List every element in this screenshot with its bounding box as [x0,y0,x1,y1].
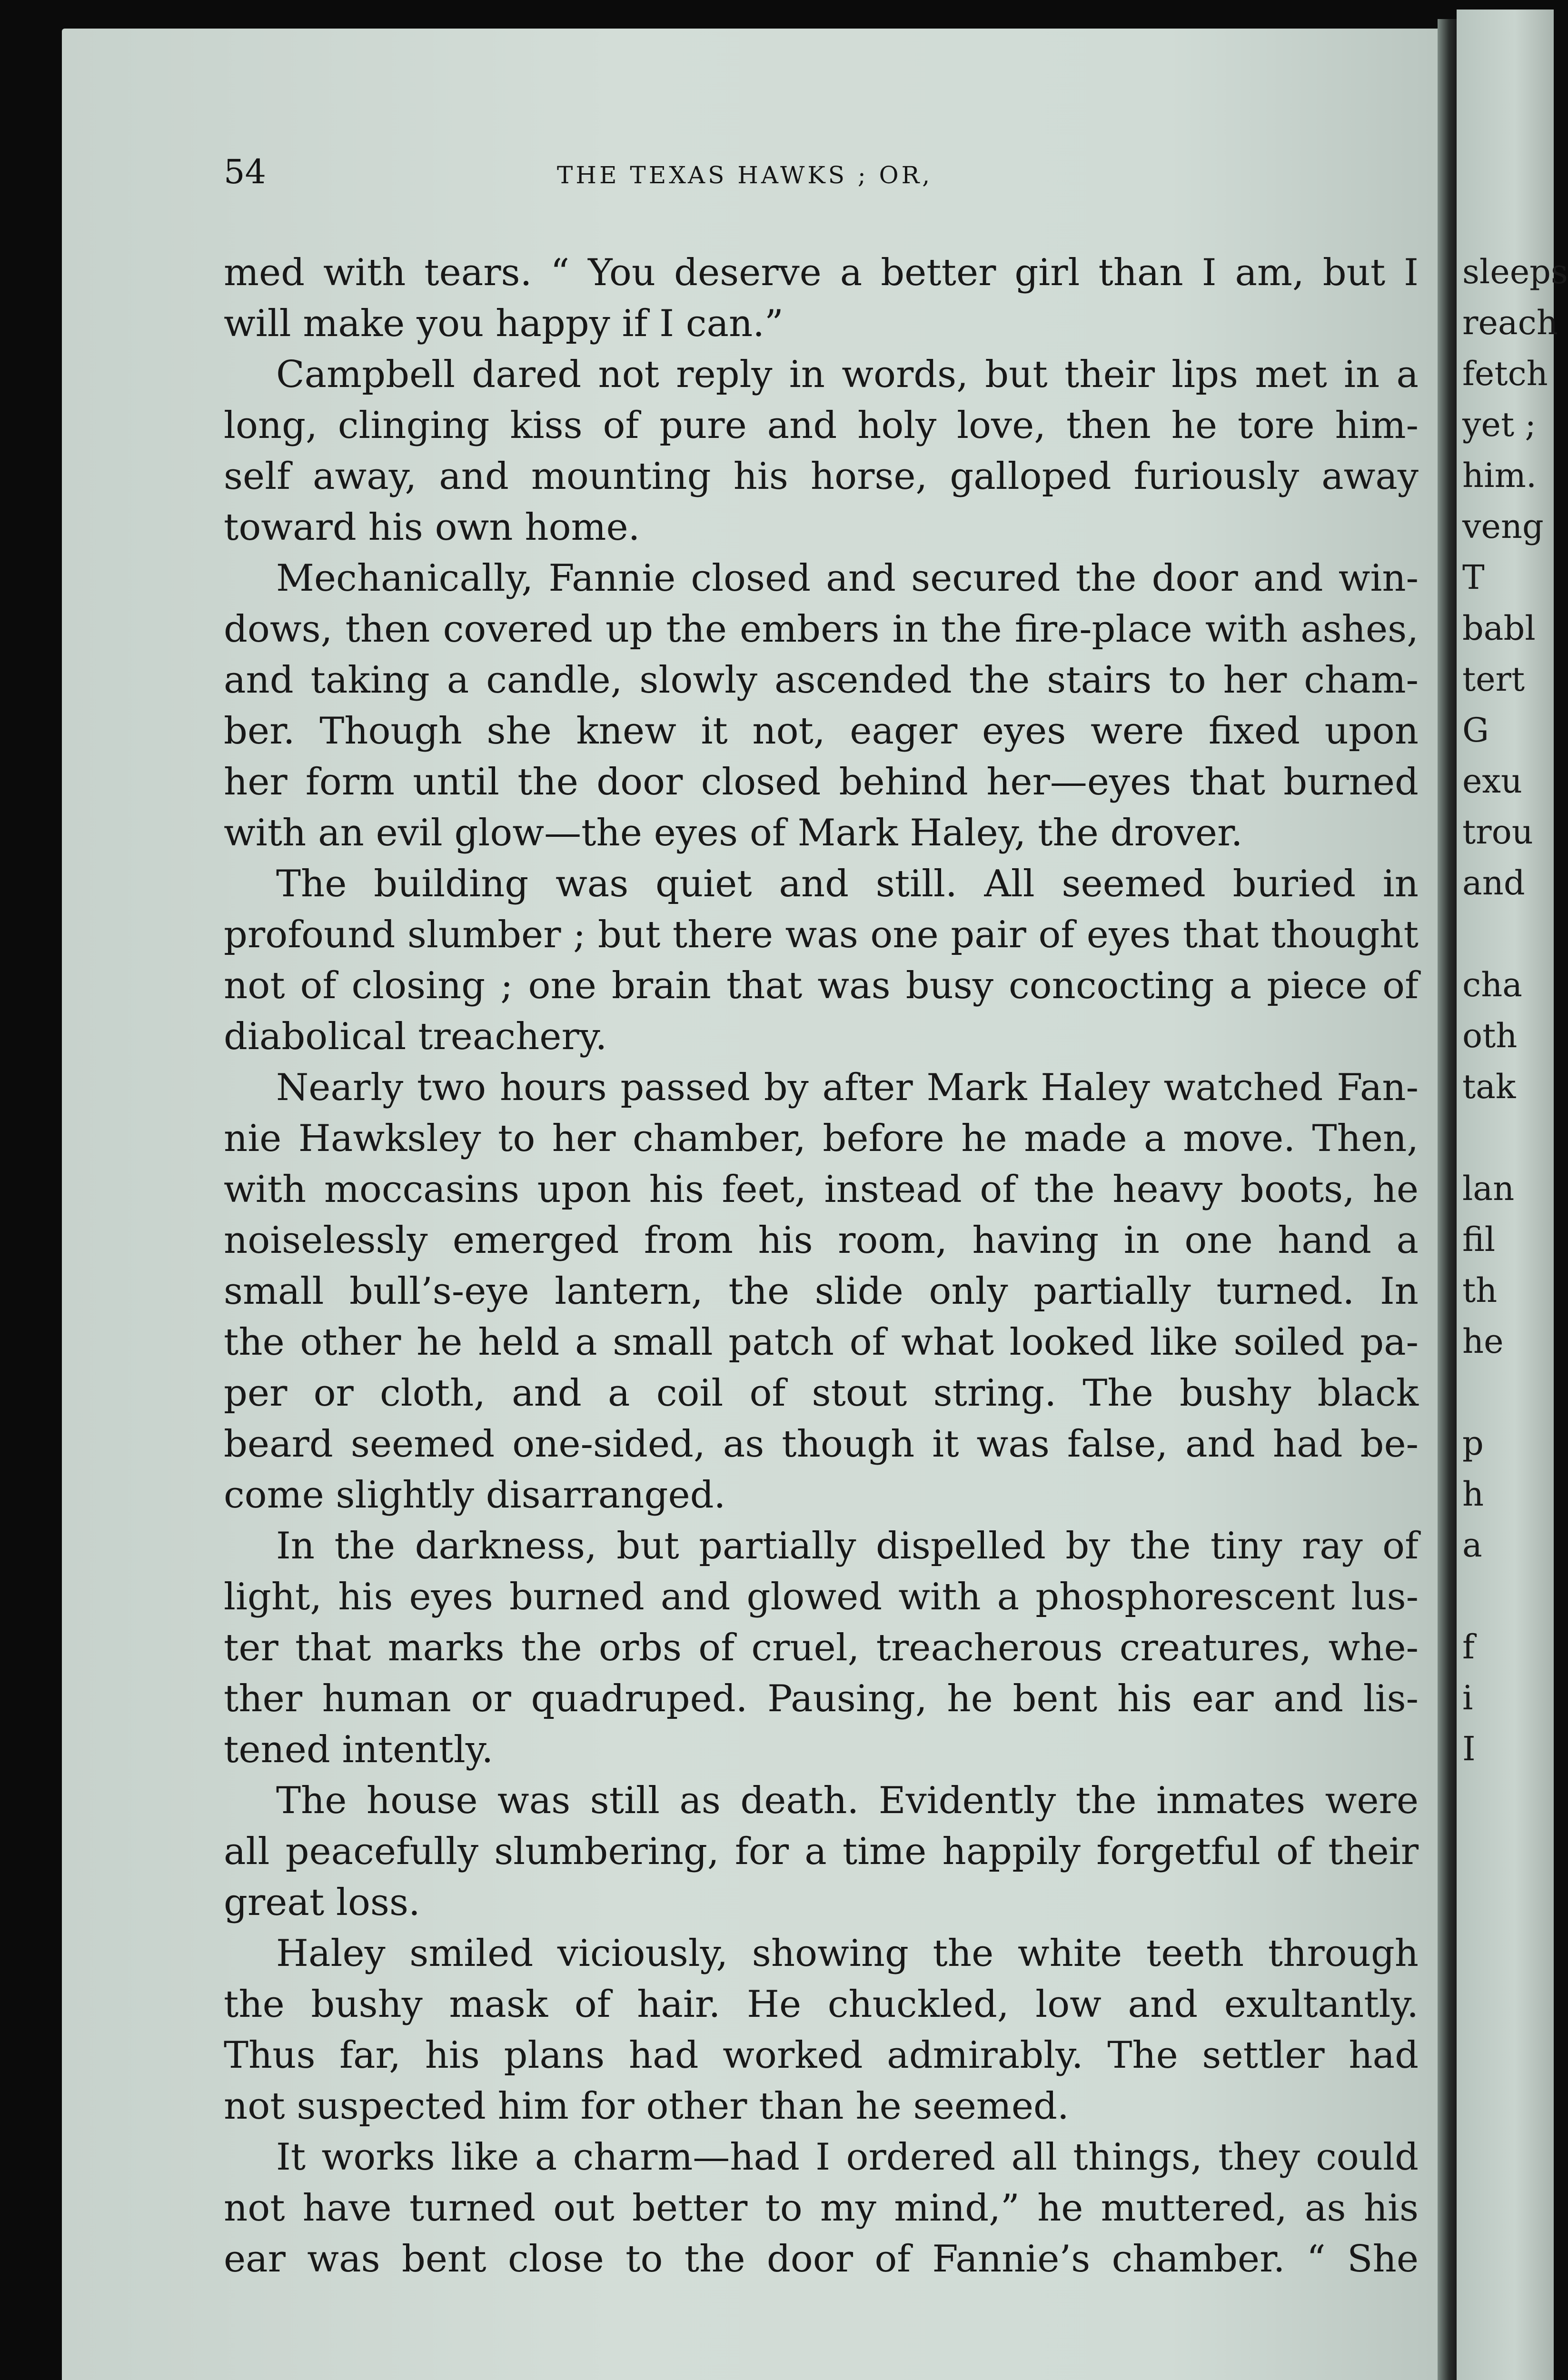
text-line: diabolical treachery. [224,1015,607,1058]
book-page-right-edge [1457,10,1568,2380]
text-line: with moccasins upon his feet, instead of the heavy boots, he [224,1168,1419,1211]
right-page-fragment: G [1462,711,1489,750]
right-page-fragment: fetch [1462,354,1548,393]
text-line: The house was still as death. Evidently the inmates were [276,1779,1419,1822]
text-line: the other he held a small patch of what looked like soiled pa- [224,1321,1419,1364]
text-line: It works like a charm—had I ordered all things, they could [276,2136,1419,2179]
text-line: dows, then covered up the embers in the fire-place with ashes, [224,608,1419,651]
right-page-fragment: tert [1462,660,1525,699]
right-page-fragment: a [1462,1526,1482,1565]
text-line: noiselessly emerged from his room, having in one hand a [224,1219,1419,1262]
text-line: Campbell dared not reply in words, but their lips met in a [276,353,1419,396]
text-line: come slightly disarranged. [224,1474,726,1517]
right-page-fragment [1457,914,1568,965]
text-line: not have turned out better to my mind,” he muttered, as his [224,2187,1419,2230]
text-line: per or cloth, and a coil of stout string. The bushy black [224,1372,1419,1415]
text-line: her form until the door closed behind her—eyes that burned [224,761,1419,803]
right-page-fragment: th [1462,1271,1498,1310]
text-line: Thus far, his plans had worked admirably. The settler had [224,2034,1419,2077]
text-line: nie Hawksley to her chamber, before he made a move. Then, [224,1117,1419,1160]
text-line: the bushy mask of hair. He chuckled, low and exultantly. [224,1983,1419,2026]
body-text [224,248,1419,2285]
right-page-fragment: babl [1462,609,1536,648]
text-line: long, clinging kiss of pure and holy love, then he tore him- [224,404,1419,447]
text-line: all peacefully slumbering, for a time happily forgetful of their [224,1830,1419,1873]
right-page-text-fragments [1457,252,1568,1780]
text-line: ber. Though she knew it not, eager eyes were fixed upon [224,710,1419,753]
text-line: light, his eyes burned and glowed with a phosphorescent lus- [224,1576,1419,1618]
text-line: self away, and mounting his horse, galloped furiously away [224,455,1419,498]
right-page-fragment: exu [1462,762,1522,801]
right-page-fragment: T [1462,558,1485,597]
right-page-fragment: oth [1462,1016,1518,1055]
text-line: profound slumber ; but there was one pair of eyes that thought [224,913,1419,956]
right-page-fragment: p [1462,1424,1484,1463]
right-page-fragment: cha [1462,965,1523,1004]
text-line: ther human or quadruped. Pausing, he bent his ear and lis- [224,1677,1419,1720]
text-line: great loss. [224,1881,420,1924]
text-line: Mechanically, Fannie closed and secured the door and win- [276,557,1419,600]
right-page-fragment: h [1462,1475,1484,1514]
text-line: and taking a candle, slowly ascended the stairs to her cham- [224,659,1419,702]
right-page-fragment: i [1462,1678,1473,1717]
text-line: The building was quiet and still. All seemed buried in [276,863,1419,905]
text-line: ear was bent close to the door of Fannie’s chamber. “ She [224,2238,1419,2281]
text-line: Nearly two hours passed by after Mark Haley watched Fan- [276,1066,1419,1109]
right-page-fragment [1457,1118,1568,1169]
right-page-fragment: veng [1462,507,1544,546]
right-page-fragment: lan [1462,1169,1515,1208]
right-page-fragment: reach [1462,303,1558,342]
book-gutter [1438,19,1457,2380]
right-page-fragment: tak [1462,1067,1516,1106]
text-line: beard seemed one-sided, as though it was false, and had be- [224,1423,1419,1466]
text-line: toward his own home. [224,506,640,549]
right-page-fragment: fil [1462,1220,1496,1259]
right-page-fragment: sleeps [1462,252,1568,291]
right-page-fragment: and [1462,863,1525,902]
running-head [224,152,1419,191]
text-line: med with tears. “ You deserve a better girl than I am, but I [224,251,1419,294]
right-page-fragment: f [1462,1627,1475,1666]
text-line: tened intently. [224,1728,494,1771]
right-page-fragment: yet ; [1462,405,1536,444]
right-page-fragment: him. [1462,456,1537,495]
text-line: will make you happy if I can.” [224,302,784,345]
text-line: In the darkness, but partially dispelled by the tiny ray of [276,1525,1419,1567]
right-page-fragment [1457,1577,1568,1627]
right-page-fragment: I [1462,1729,1476,1768]
right-page-fragment [1457,1373,1568,1424]
text-line: small bull’s-eye lantern, the slide only partially turned. In [224,1270,1419,1313]
right-page-fragment: he [1462,1322,1504,1361]
text-line: not suspected him for other than he seemed. [224,2085,1069,2128]
page-number: 54 [224,152,267,191]
text-line: not of closing ; one brain that was busy concocting a piece of [224,964,1419,1007]
text-line: Haley smiled viciously, showing the white teeth through [276,1932,1419,1975]
running-title: THE TEXAS HAWKS ; OR, [557,161,933,189]
text-line: ter that marks the orbs of cruel, treacherous creatures, whe- [224,1626,1419,1669]
text-line: with an evil glow—the eyes of Mark Haley, the drover. [224,812,1243,854]
right-page-fragment: trou [1462,813,1533,852]
